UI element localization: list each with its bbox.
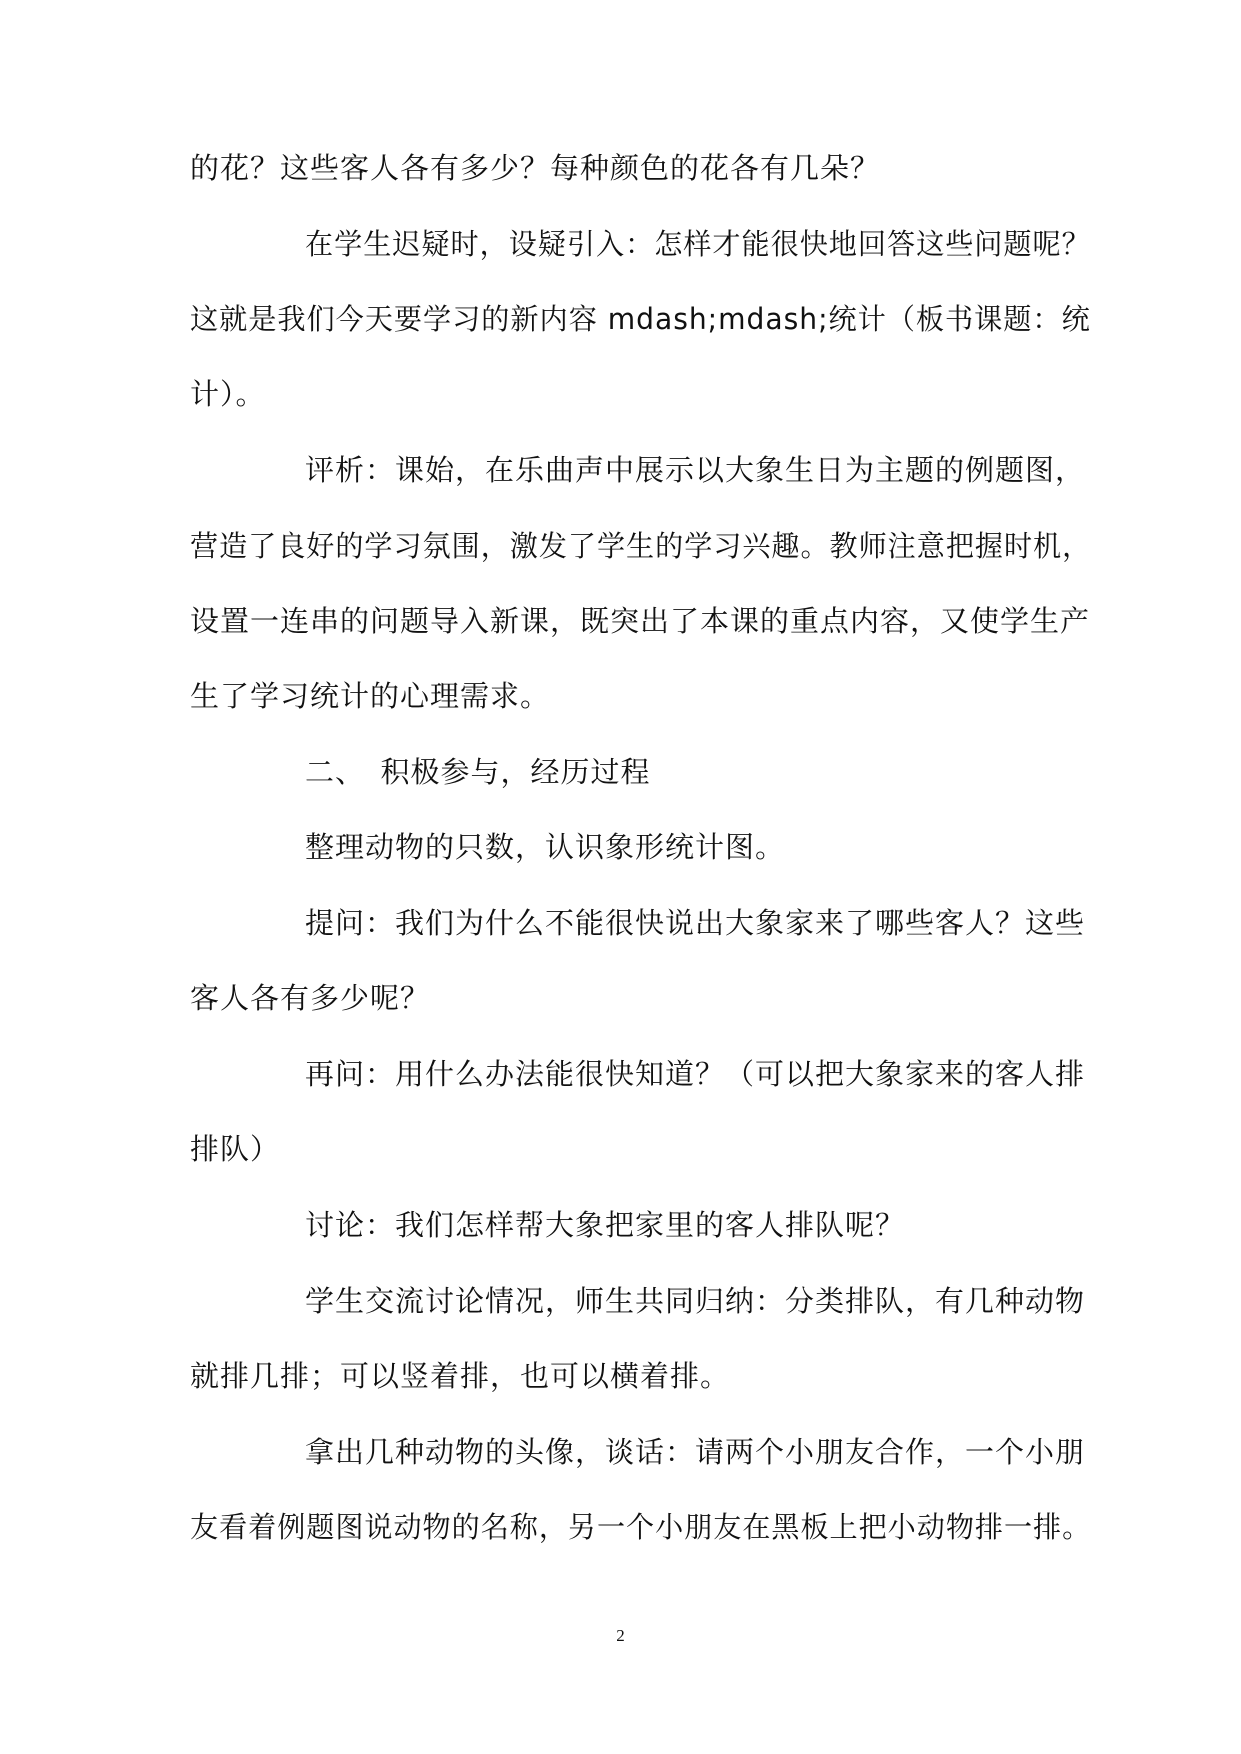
- text-line-4: 计）。: [190, 377, 266, 411]
- text-line-7: 设置一连串的问题导入新课，既突出了本课的重点内容，又使学生产: [190, 604, 1091, 638]
- text-line-14: 排队）: [190, 1132, 281, 1166]
- text-line-6: 营造了良好的学习氛围，激发了学生的学习兴趣。教师注意把握时机，: [190, 529, 1092, 563]
- text-line-15: 讨论：我们怎样帮大象把家里的客人排队呢？: [305, 1208, 906, 1242]
- text-line-16: 学生交流讨论情况，师生共同归纳：分类排队，有几种动物: [305, 1284, 1086, 1318]
- text-line-3: 这就是我们今天要学习的新内容 mdash;mdash;统计（板书课题：统: [190, 302, 1091, 336]
- text-line-8: 生了学习统计的心理需求。: [190, 679, 551, 713]
- section-heading: 二、 积极参与，经历过程: [305, 755, 651, 789]
- text-line-10: 整理动物的只数，认识象形统计图。: [305, 830, 786, 864]
- text-line-2: 在学生迟疑时，设疑引入：怎样才能很快地回答这些问题呢？: [305, 227, 1091, 261]
- text-line-1: 的花？这些客人各有多少？每种颜色的花各有几朵？: [190, 151, 881, 185]
- text-line-11: 提问：我们为什么不能很快说出大象家来了哪些客人？这些: [305, 906, 1086, 940]
- text-line-5: 评析：课始，在乐曲声中展示以大象生日为主题的例题图，: [305, 453, 1086, 487]
- text-line-17: 就排几排；可以竖着排，也可以横着排。: [190, 1359, 731, 1393]
- text-line-13: 再问：用什么办法能很快知道？（可以把大象家来的客人排: [305, 1057, 1086, 1091]
- page-number: 2: [616, 1626, 625, 1645]
- text-line-19: 友看着例题图说动物的名称，另一个小朋友在黑板上把小动物排一排。: [190, 1510, 1092, 1544]
- text-line-12: 客人各有多少呢？: [190, 981, 431, 1015]
- text-line-18: 拿出几种动物的头像，谈话：请两个小朋友合作，一个小朋: [305, 1435, 1086, 1469]
